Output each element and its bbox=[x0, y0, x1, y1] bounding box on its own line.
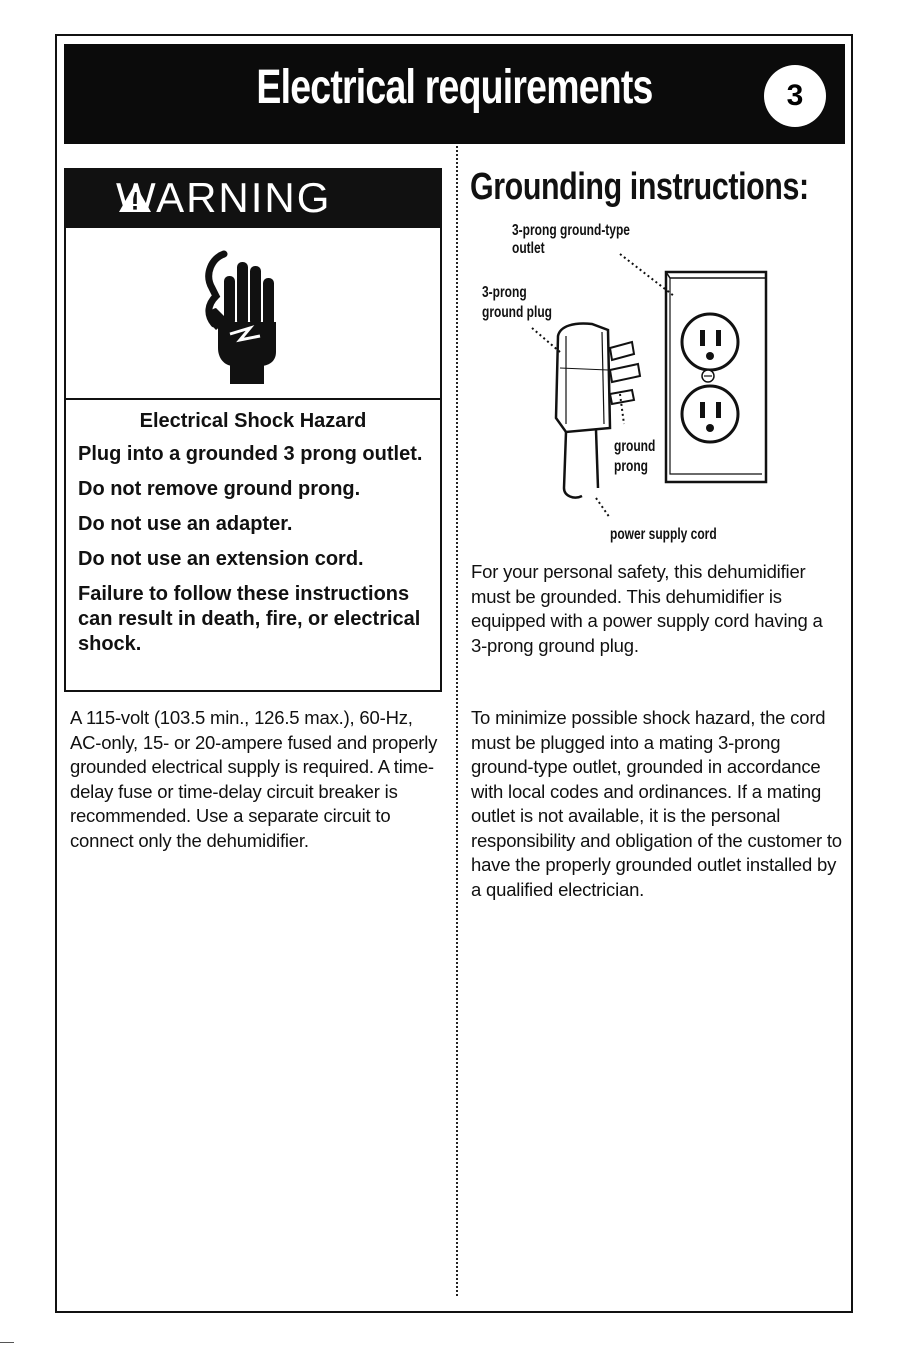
warning-line: Do not use an extension cord. bbox=[78, 548, 364, 570]
warning-label: WARNING bbox=[116, 174, 332, 221]
outlet-label-line2: outlet bbox=[512, 240, 545, 257]
electrical-supply-paragraph: A 115-volt (103.5 min., 126.5 max.), 60-Hz, AC-only, 15- or 20-ampere fused and properly grounded electrical supply is required. A time-delay fuse or time-delay circuit breaker is recommended. Use a separate circuit to connect only the dehumidifier. bbox=[70, 707, 438, 851]
page-title: Electrical requirements bbox=[256, 61, 653, 114]
warning-header bbox=[66, 170, 440, 228]
grounding-paragraph-1: For your personal safety, this dehumidifier must be grounded. This dehumidifier is equipped with a power supply cord having a 3-prong ground plug. bbox=[471, 561, 823, 656]
hazard-title: Electrical Shock Hazard bbox=[139, 410, 367, 432]
plug-label-line2: ground plug bbox=[482, 304, 552, 321]
page-header bbox=[64, 44, 845, 144]
prong-label-line2: prong bbox=[614, 458, 648, 475]
warning-separator bbox=[66, 398, 440, 400]
warning-box bbox=[64, 168, 442, 692]
grounding-title: Grounding instructions: bbox=[470, 166, 809, 208]
prong-label-line1: ground bbox=[614, 438, 656, 455]
crop-mark bbox=[0, 1342, 14, 1343]
warning-line: Do not remove ground prong. bbox=[78, 478, 361, 500]
plug-label-line1: 3-prong bbox=[482, 284, 527, 301]
plug-outlet-illustration bbox=[470, 218, 830, 548]
column-divider bbox=[456, 146, 458, 1296]
warning-instructions bbox=[78, 442, 428, 667]
warning-line: Do not use an adapter. bbox=[78, 513, 293, 535]
warning-line: Plug into a grounded 3 prong outlet. bbox=[78, 443, 423, 465]
plug-outlet-diagram bbox=[470, 218, 830, 548]
shock-hazard-hand-icon bbox=[194, 248, 290, 384]
warning-line: Failure to follow these instructions can result in death, fire, or electrical shock. bbox=[78, 583, 421, 655]
grounding-paragraph-2: To minimize possible shock hazard, the cord must be plugged into a mating 3-prong ground-type outlet, grounded in accordance with local codes and ordinances. If a mating outlet is not available, it is the personal responsibility and obligation of the customer to have the properly grounded outlet installed by a qualified electrician. bbox=[471, 707, 842, 900]
cord-label: power supply cord bbox=[610, 526, 717, 543]
outlet-label-line1: 3-prong ground-type bbox=[512, 222, 630, 239]
page-number-badge: 3 bbox=[764, 65, 826, 127]
